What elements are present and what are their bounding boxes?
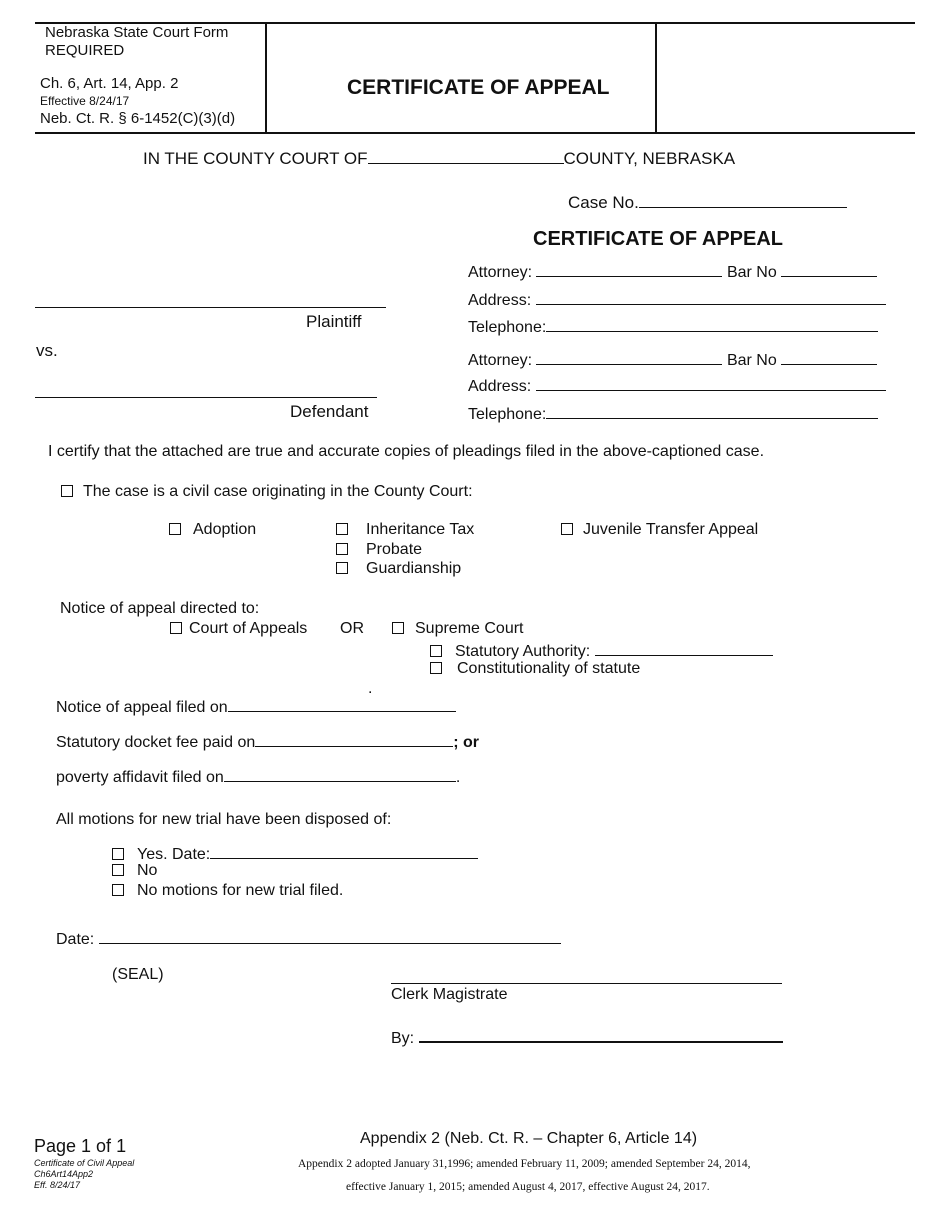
notice-filed-field[interactable]: [228, 696, 456, 712]
header-divider-right: [655, 22, 657, 133]
clerk-signature-line[interactable]: [391, 983, 782, 984]
attorney1-label: Attorney:: [468, 264, 533, 281]
court-line: [143, 148, 735, 169]
court-of-appeals-checkbox[interactable]: [170, 622, 182, 634]
date-label: Date:: [56, 931, 95, 948]
address1-line: [468, 289, 886, 310]
footer-small-3: Eff. 8/24/17: [34, 1180, 81, 1190]
adopted-line-2: effective January 1, 2015; amended August 4, 2017, effective August 24, 2017.: [346, 1181, 710, 1193]
docket-fee-label: Statutory docket fee paid on: [56, 734, 256, 751]
form-name: Nebraska State Court Form: [45, 24, 229, 41]
supreme-court-option: [392, 620, 524, 638]
address2-label: Address:: [468, 378, 532, 395]
yes-label: Yes. Date:: [137, 846, 211, 863]
clerk-label: Clerk Magistrate: [391, 986, 508, 1003]
address2-field[interactable]: [536, 375, 886, 391]
by-line: [391, 1026, 783, 1048]
telephone1-line: [468, 316, 878, 337]
rule-ref: Neb. Ct. R. § 6-1452(C)(3)(d): [40, 110, 236, 127]
court-prefix: IN THE COUNTY COURT OF: [143, 149, 368, 168]
telephone1-label: Telephone:: [468, 319, 547, 336]
inheritance-tax-label: Inheritance Tax: [366, 521, 475, 538]
no-label: No: [137, 862, 158, 879]
docket-or: ; or: [453, 734, 480, 751]
attorney2-line: [468, 349, 877, 370]
docket-fee-field[interactable]: [255, 731, 453, 747]
attorney1-line: [468, 261, 877, 282]
adoption-label: Adoption: [193, 521, 257, 538]
header-bottom-rule: [35, 132, 915, 134]
poverty-period: .: [455, 769, 461, 786]
seal-label: (SEAL): [112, 966, 164, 983]
case-no-label: Case No.: [568, 193, 639, 212]
stray-dot: .: [368, 680, 373, 697]
motions-label: All motions for new trial have been disposed of:: [56, 811, 392, 828]
guardianship-checkbox[interactable]: [336, 562, 348, 574]
by-label: By:: [391, 1030, 415, 1047]
defendant-label: Defendant: [290, 402, 369, 421]
adoption-option: [169, 521, 256, 539]
date-field[interactable]: [99, 928, 561, 944]
footer-small-2: Ch6Art14App2: [34, 1169, 94, 1179]
footer-small-1: Certificate of Civil Appeal: [34, 1158, 135, 1168]
address2-line: [468, 375, 886, 396]
by-field[interactable]: [419, 1026, 783, 1043]
vs-label: vs.: [36, 341, 58, 360]
plaintiff-line[interactable]: [35, 307, 386, 308]
civil-case-checkbox[interactable]: [61, 485, 73, 497]
no-motions-option: [112, 882, 343, 900]
certify-text: I certify that the attached are true and accurate copies of pleadings filed in the above-captioned case.: [48, 443, 765, 460]
page-number: Page 1 of 1: [34, 1136, 127, 1156]
attorney2-label: Attorney:: [468, 352, 533, 369]
plaintiff-label: Plaintiff: [306, 312, 362, 331]
bar-no2-label: Bar No: [726, 352, 777, 369]
doc-title: CERTIFICATE OF APPEAL: [533, 228, 783, 250]
court-of-appeals-label: Court of Appeals: [189, 620, 308, 637]
notice-directed-label: Notice of appeal directed to:: [60, 600, 260, 617]
notice-filed-label: Notice of appeal filed on: [56, 699, 228, 716]
constitutionality-label: Constitutionality of statute: [457, 660, 641, 677]
adoption-checkbox[interactable]: [169, 523, 181, 535]
attorney1-field[interactable]: [536, 261, 722, 277]
juvenile-transfer-label: Juvenile Transfer Appeal: [583, 521, 759, 538]
court-of-appeals-option: [170, 620, 307, 638]
docket-fee-line: [56, 731, 479, 752]
case-no-field[interactable]: [639, 192, 847, 208]
guardianship-option: [336, 560, 461, 578]
header-title: CERTIFICATE OF APPEAL: [347, 76, 610, 99]
poverty-label: poverty affidavit filed on: [56, 769, 224, 786]
notice-filed-line: [56, 696, 456, 717]
yes-checkbox[interactable]: [112, 848, 124, 860]
telephone2-field[interactable]: [546, 403, 878, 419]
case-number-line: [568, 192, 847, 213]
probate-checkbox[interactable]: [336, 543, 348, 555]
juvenile-transfer-checkbox[interactable]: [561, 523, 573, 535]
supreme-court-label: Supreme Court: [415, 620, 524, 637]
or-label: OR: [340, 620, 364, 637]
bar-no1-label: Bar No: [726, 264, 777, 281]
no-motions-label: No motions for new trial filed.: [137, 882, 344, 899]
statutory-authority-field[interactable]: [595, 640, 773, 656]
address1-field[interactable]: [536, 289, 886, 305]
constitutionality-option: [430, 660, 640, 678]
statutory-authority-label: Statutory Authority:: [455, 643, 591, 660]
adopted-line-1: Appendix 2 adopted January 31,1996; amended February 11, 2009; amended September 24, 2014,: [298, 1158, 751, 1170]
bar-no2-field[interactable]: [781, 349, 877, 365]
supreme-court-checkbox[interactable]: [392, 622, 404, 634]
defendant-line[interactable]: [35, 397, 377, 398]
guardianship-label: Guardianship: [366, 560, 462, 577]
no-option: [112, 862, 157, 880]
civil-case-label: The case is a civil case originating in the County Court:: [83, 483, 473, 500]
yes-option: [112, 843, 478, 864]
civil-case-option: [61, 483, 473, 501]
probate-option: [336, 541, 422, 559]
telephone1-field[interactable]: [546, 316, 878, 332]
chapter-ref: Ch. 6, Art. 14, App. 2: [40, 75, 179, 92]
yes-date-field[interactable]: [210, 843, 478, 859]
date-line: [56, 928, 561, 949]
no-checkbox[interactable]: [112, 864, 124, 876]
constitutionality-checkbox[interactable]: [430, 662, 442, 674]
header-divider-left: [265, 22, 267, 133]
statutory-authority-option: [430, 640, 773, 661]
telephone2-line: [468, 403, 878, 424]
attorney2-field[interactable]: [536, 349, 722, 365]
poverty-line: [56, 766, 460, 787]
no-motions-checkbox[interactable]: [112, 884, 124, 896]
telephone2-label: Telephone:: [468, 406, 547, 423]
county-field[interactable]: [368, 148, 564, 164]
probate-label: Probate: [366, 541, 423, 558]
appendix-title: Appendix 2 (Neb. Ct. R. – Chapter 6, Article 14): [360, 1130, 698, 1147]
address1-label: Address:: [468, 292, 532, 309]
statutory-authority-checkbox[interactable]: [430, 645, 442, 657]
bar-no1-field[interactable]: [781, 261, 877, 277]
court-suffix: COUNTY, NEBRASKA: [563, 149, 736, 168]
poverty-field[interactable]: [224, 766, 456, 782]
juvenile-transfer-option: [561, 521, 758, 539]
required-label: REQUIRED: [45, 42, 125, 59]
effective-date: Effective 8/24/17: [40, 94, 130, 108]
inheritance-tax-option: [336, 521, 474, 539]
inheritance-tax-checkbox[interactable]: [336, 523, 348, 535]
